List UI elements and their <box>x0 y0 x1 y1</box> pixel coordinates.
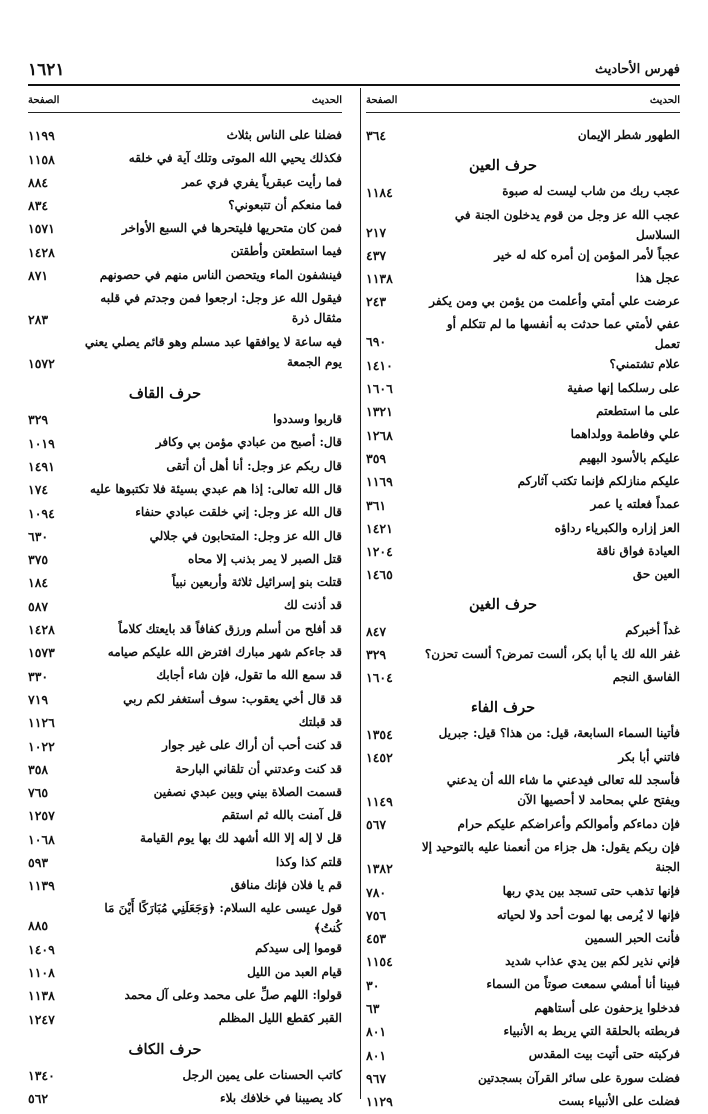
hadith-text: فيقول الله عز وجل: ارجعوا فمن وجدتم في قلبه مثقال ذرة <box>100 291 342 326</box>
hadith-text: فإنها لا يُرمى بها لموت أحد ولا لحياته <box>496 907 680 922</box>
hadith-text: قسمت الصلاة بيني وبين عبدي نصفين <box>153 784 342 799</box>
hadith-text: القبر كقطع الليل المظلم <box>218 1011 342 1026</box>
page-reference: ١٠١٩ <box>28 435 55 451</box>
page-reference: ٣٢٩ <box>366 647 387 663</box>
hadith-text: الفاسق النجم <box>612 670 680 685</box>
page-reference: ٣٥٩ <box>366 450 387 466</box>
hadith-text: قد سمع الله ما تقول، فإن شاء أجابك <box>156 668 342 683</box>
page-reference: ٧٨٠ <box>366 884 387 900</box>
page-reference: ١٥٧٢ <box>28 356 55 372</box>
hadith-text: فما منعكم أن تتبعوني؟ <box>228 197 342 212</box>
page-reference: ١١٠٨ <box>28 964 55 980</box>
page-reference: ١١٨٤ <box>366 184 393 200</box>
running-title: فهرس الأحاديث <box>595 62 680 77</box>
index-entry <box>28 759 342 782</box>
hadith-text: فربطته بالحلقة التي يربط به الأنبياء <box>503 1024 680 1039</box>
page-reference: ١١٢٦ <box>28 715 55 731</box>
hadith-text: عمداً فعلته يا عمر <box>590 497 680 512</box>
index-entry <box>28 782 342 805</box>
index-entry <box>28 409 342 432</box>
index-entry <box>28 712 342 735</box>
page-reference: ٩٦٧ <box>366 1070 387 1086</box>
hadith-text: فمن كان متحريها فليتحرها في السبع الأواخر <box>121 221 342 236</box>
letter-section-heading: حرف الكاف <box>128 1040 202 1058</box>
page-reference: ٥٦٢ <box>28 1091 49 1107</box>
index-entry <box>366 291 680 314</box>
letter-section-heading: حرف العين <box>469 157 537 175</box>
page-reference: ١١٩٩ <box>28 128 55 144</box>
index-entry <box>28 665 342 688</box>
page-reference: ٤٥٣ <box>366 931 387 947</box>
page-reference: ١٥٧٣ <box>28 645 55 661</box>
index-entry <box>28 195 342 218</box>
index-entry <box>366 620 680 643</box>
hadith-text: قوموا إلى سيدكم <box>255 941 342 956</box>
hadith-text: فإن دماءكم وأموالكم وأعراضكم عليكم حرام <box>457 816 680 831</box>
page-reference: ٢١٧ <box>366 224 387 240</box>
index-entry <box>28 595 342 618</box>
hadith-text: قال الله عز وجل: المتحابون في جلالي <box>149 528 342 543</box>
index-entry <box>28 852 342 875</box>
hadith-text: فما رأيت عبقرياً يفري فري عمر <box>182 174 342 189</box>
page-reference: ٨٨٥ <box>28 918 49 934</box>
hadith-text: قد قال أخي يعقوب: سوف أستغفر لكم ربي <box>123 691 342 706</box>
page-reference: ١٣٢١ <box>366 404 393 420</box>
hadith-text: قولوا: اللهم صلِّ على محمد وعلى آل محمد <box>124 987 342 1002</box>
hadith-text: عجل هذا <box>635 270 680 285</box>
page-reference: ٨٧١ <box>28 268 49 284</box>
index-entry <box>366 723 680 746</box>
letter-section-heading: حرف القاف <box>128 385 202 403</box>
index-entry <box>366 518 680 541</box>
hadith-text: فإنها تذهب حتى تسجد بين يدي ربها <box>502 884 680 899</box>
index-entry <box>28 938 342 961</box>
page-reference: ٨٠١ <box>366 1024 387 1040</box>
page-reference: ٣٣٠ <box>28 668 49 684</box>
hadith-text: قتلت بنو إسرائيل ثلاثة وأربعين نبياً <box>172 575 342 590</box>
hadith-column-label: الحديث <box>311 95 342 106</box>
page-reference: ١١٣٨ <box>28 988 55 1004</box>
hadith-text: قال الله تعالى: إذا هم عبدي بسيئة فلا تكتبوها عليه <box>90 481 342 496</box>
index-entry <box>28 241 342 264</box>
hadith-text: الطهور شطر الإيمان <box>577 128 680 142</box>
page-reference: ٦٣ <box>366 1001 380 1017</box>
page-reference: ٧٥٦ <box>366 907 387 923</box>
column-divider <box>360 88 361 1099</box>
hadith-text: فبينا أنا أمشي سمعت صوتاً من السماء <box>486 977 680 992</box>
hadith-text: كاتب الحسنات على يمين الرجل <box>182 1067 342 1082</box>
page-number: ١٦٢١ <box>28 60 65 80</box>
index-entry <box>366 747 680 770</box>
hadith-text: العيادة فواق ناقة <box>596 543 680 558</box>
page-reference: ١١٣٨ <box>366 271 393 287</box>
index-entry <box>366 314 680 354</box>
page-reference: ٧٦٥ <box>28 785 49 801</box>
index-entry <box>366 974 680 997</box>
hadith-text: قد كنت أحب أن أراك على غير جوار <box>162 738 342 753</box>
index-column-left <box>28 88 342 1111</box>
index-entry <box>28 456 342 479</box>
page-column-label: الصفحة <box>366 95 398 106</box>
page-reference: ١٢٥٧ <box>28 808 55 824</box>
page-reference: ١٠٩٤ <box>28 505 55 521</box>
hadith-text: عجب ربك من شاب ليست له صبوة <box>502 184 680 199</box>
page-reference: ١٠٢٢ <box>28 738 55 754</box>
hadith-text: فأتينا السماء السابعة، قيل: من هذا؟ قيل: جبريل <box>438 726 680 741</box>
hadith-text: قيام العبد من الليل <box>247 964 342 979</box>
hadith-text: عرضت علي أمتي وأعلمت من يؤمن بي ومن يكفر <box>429 294 680 309</box>
hadith-text: فإن ربكم يقول: هل جزاء من أنعمنا عليه بالتوحيد إلا الجنة <box>421 840 680 875</box>
page-reference: ١٤٢٨ <box>28 244 55 260</box>
page-reference: ١٢٤٧ <box>28 1011 55 1027</box>
index-list <box>366 125 680 1114</box>
letter-section-heading: حرف الغين <box>469 596 537 614</box>
index-entry <box>366 905 680 928</box>
hadith-text: قد قبلتك <box>298 714 342 729</box>
index-entry <box>366 770 680 814</box>
header-rule <box>28 84 680 86</box>
index-entry <box>28 619 342 642</box>
hadith-text: قول عيسى عليه السلام: ﴿وَجَعَلَنِي مُبَارَكًا أَيْنَ مَا كُنتُ﴾ <box>104 901 342 936</box>
hadith-text: قال ربكم عز وجل: أنا أهل أن أتقى <box>166 458 342 473</box>
index-entry <box>28 642 342 665</box>
hadith-text: قل لا إله إلا الله أشهد لك بها يوم القيامة <box>140 831 342 846</box>
index-entry <box>366 268 680 291</box>
hadith-text: قال الله عز وجل: إني خلقت عبادي حنفاء <box>135 505 342 520</box>
page-reference: ١٢٦٨ <box>366 427 393 443</box>
index-entry <box>28 432 342 455</box>
hadith-text: فإني نذير لكم بين يدي عذاب شديد <box>505 954 680 969</box>
hadith-text: قلتم كذا وكذا <box>275 854 342 869</box>
index-entry <box>28 479 342 502</box>
letter-section-heading: حرف الفاء <box>470 699 536 717</box>
index-entry <box>28 526 342 549</box>
index-entry <box>366 1068 680 1091</box>
index-entry <box>28 985 342 1008</box>
index-entry <box>366 424 680 447</box>
page-reference: ١٢٠٤ <box>366 544 393 560</box>
page-reference: ١١٥٨ <box>28 151 55 167</box>
index-entry <box>366 354 680 377</box>
page-reference: ١١٤٩ <box>366 793 393 809</box>
index-entry <box>366 125 680 148</box>
page-reference: ٥٩٣ <box>28 855 49 871</box>
page-reference: ١٤٩١ <box>28 458 55 474</box>
index-entry <box>366 951 680 974</box>
hadith-text: على رسلكما إنها صفية <box>567 380 680 395</box>
index-entry <box>366 378 680 401</box>
index-entry <box>366 667 680 690</box>
index-entry <box>366 1021 680 1044</box>
page-reference: ١٤٥٢ <box>366 749 393 765</box>
index-entry <box>366 998 680 1021</box>
index-entry <box>28 265 342 288</box>
index-entry <box>28 549 342 572</box>
index-entry <box>28 898 342 938</box>
page-reference: ٣٢٩ <box>28 412 49 428</box>
hadith-text: غداً أخبركم <box>625 623 680 638</box>
page-reference: ٢٨٣ <box>28 312 49 328</box>
page-reference: ٨٠١ <box>366 1047 387 1063</box>
index-entry <box>28 875 342 898</box>
hadith-column-label: الحديث <box>649 95 680 106</box>
page-reference: ١١٦٩ <box>366 474 393 490</box>
page-reference: ٣٧٥ <box>28 552 49 568</box>
hadith-text: فدخلوا يزحفون على أستاههم <box>534 1000 680 1015</box>
column-header <box>28 88 342 113</box>
index-entry <box>366 1044 680 1067</box>
index-entry <box>28 1088 342 1111</box>
index-entry <box>28 332 342 376</box>
page-reference: ٢٤٣ <box>366 294 387 310</box>
hadith-text: فاتني أبا بكر <box>618 749 680 764</box>
page-reference: ١٤٢٨ <box>28 622 55 638</box>
page-reference: ١٣٨٢ <box>366 861 393 877</box>
hadith-text: قد كنت وعدتني أن تلقاني البارحة <box>175 761 342 776</box>
hadith-text: عجباً لأمر المؤمن إن أمره كله له خير <box>494 247 680 262</box>
index-entry <box>28 962 342 985</box>
hadith-text: عفي لأمتي عما حدثت به أنفسها ما لم تتكلم أو تعمل <box>446 317 680 352</box>
index-entry <box>28 735 342 758</box>
hadith-text: علام تشتمني؟ <box>609 357 680 372</box>
page-reference: ٣٦١ <box>366 497 387 513</box>
hadith-text: قد جاءكم شهر مبارك افترض الله عليكم صيامه <box>107 645 342 660</box>
index-entry <box>366 181 680 204</box>
hadith-text: قاربوا وسددوا <box>273 412 342 427</box>
hadith-text: عليكم بالأسود البهيم <box>579 450 680 465</box>
hadith-text: فضلنا على الناس بثلاث <box>226 128 342 142</box>
hadith-text: العين حق <box>632 567 680 582</box>
page-reference: ٣٦٤ <box>366 128 387 144</box>
page-reference: ٤٣٧ <box>366 247 387 263</box>
index-entry <box>28 502 342 525</box>
page-reference: ٣٥٨ <box>28 761 49 777</box>
index-list <box>28 125 342 1111</box>
page-reference: ٦٩٠ <box>366 334 387 350</box>
page-reference: ١٨٤ <box>28 575 49 591</box>
index-entry <box>366 881 680 904</box>
hadith-text: غفر الله لك يا أبا بكر، ألست تمرض؟ ألست تحزن؟ <box>424 646 680 661</box>
page-reference: ٨٣٤ <box>28 198 49 214</box>
index-entry <box>366 205 680 245</box>
hadith-text: فكذلك يحيي الله الموتى وتلك آية في خلقه <box>128 151 342 166</box>
page-reference: ٦٣٠ <box>28 528 49 544</box>
column-header <box>366 88 680 113</box>
hadith-text: عليكم منازلكم فإنما تكتب آثاركم <box>517 473 680 488</box>
hadith-text: فأسجد لله تعالى فيدعني ما شاء الله أن يدعني ويفتح علي بمحامد لا أحصيها الآن <box>446 772 680 807</box>
page-reference: ١٤١٠ <box>366 357 393 373</box>
page-reference: ٨٤٧ <box>366 623 387 639</box>
index-entry <box>28 1008 342 1031</box>
page-reference: ٥٦٧ <box>366 817 387 833</box>
page-reference: ١١٥٤ <box>366 954 393 970</box>
index-entry <box>366 245 680 268</box>
hadith-text: قال: أصبح من عبادي مؤمن بي وكافر <box>155 435 342 450</box>
hadith-text: فأنت الحبر السمين <box>584 930 680 945</box>
hadith-text: فركبته حتى أتيت بيت المقدس <box>528 1047 680 1062</box>
index-entry <box>28 689 342 712</box>
index-entry <box>28 172 342 195</box>
hadith-text: العز إزاره والكبرياء رداؤه <box>554 520 680 535</box>
page-reference: ١٦٠٤ <box>366 670 393 686</box>
index-entry <box>366 541 680 564</box>
index-column-right <box>366 88 680 1114</box>
hadith-text: قم يا فلان فإنك منافق <box>230 878 342 893</box>
index-entry <box>28 1065 342 1088</box>
index-entry <box>366 448 680 471</box>
index-entry <box>28 288 342 332</box>
page-reference: ٧١٩ <box>28 691 49 707</box>
page-reference: ١٤٠٩ <box>28 941 55 957</box>
hadith-text: فضلت سورة على سائر القرآن بسجدتين <box>478 1070 680 1085</box>
hadith-text: قد أفلح من أسلم ورزق كفافاً قد بايعتك كلاماً <box>118 621 342 636</box>
page-reference: ١٠٦٨ <box>28 831 55 847</box>
page-header <box>28 58 680 82</box>
page-reference: ١٣٤٠ <box>28 1067 55 1083</box>
index-entry <box>366 494 680 517</box>
page-reference: ١٧٤ <box>28 482 49 498</box>
page-reference: ٨٨٤ <box>28 174 49 190</box>
index-entry <box>28 805 342 828</box>
hadith-text: فضلت على الأنبياء بست <box>558 1093 680 1108</box>
index-entry <box>28 148 342 171</box>
page-reference: ١٤٦٥ <box>366 567 393 583</box>
page-reference: ١١٢٩ <box>366 1094 393 1110</box>
index-entry <box>28 828 342 851</box>
index-entry <box>28 218 342 241</box>
page-reference: ١١٣٩ <box>28 878 55 894</box>
page-reference: ١٦٠٦ <box>366 381 393 397</box>
page-reference: ٣٠ <box>366 977 380 993</box>
index-entry <box>366 471 680 494</box>
hadith-text: قد أذنت لك <box>284 598 342 613</box>
hadith-text: قل آمنت بالله ثم استقم <box>221 808 342 823</box>
index-entry <box>366 814 680 837</box>
hadith-text: كاد يصيبنا في خلافك بلاء <box>220 1090 342 1105</box>
index-entry <box>28 572 342 595</box>
page-reference: ١٣٥٤ <box>366 726 393 742</box>
page-reference: ١٥٧١ <box>28 221 55 237</box>
index-entry <box>366 928 680 951</box>
hadith-text: فيه ساعة لا يوافقها عبد مسلم وهو قائم يصلي يعني يوم الجمعة <box>84 335 342 370</box>
hadith-text: علي وفاطمة وولداهما <box>570 427 680 442</box>
index-entry <box>366 837 680 881</box>
index-entry <box>366 401 680 424</box>
page-reference: ٥٨٧ <box>28 598 49 614</box>
index-entry <box>366 564 680 587</box>
index-entry <box>28 125 342 148</box>
hadith-text: فينشفون الماء ويتحصن الناس منهم في حصونهم <box>99 267 342 282</box>
index-entry <box>366 644 680 667</box>
hadith-text: فيما استطعتن وأطقتن <box>230 244 342 259</box>
hadith-text: عجب الله عز وجل من قوم يدخلون الجنة في السلاسل <box>454 207 680 242</box>
page-reference: ١٤٢١ <box>366 520 393 536</box>
page-column-label: الصفحة <box>28 95 60 106</box>
hadith-text: على ما استطعتم <box>596 404 680 419</box>
hadith-text: قتل الصبر لا يمر بذنب إلا محاه <box>188 551 342 566</box>
